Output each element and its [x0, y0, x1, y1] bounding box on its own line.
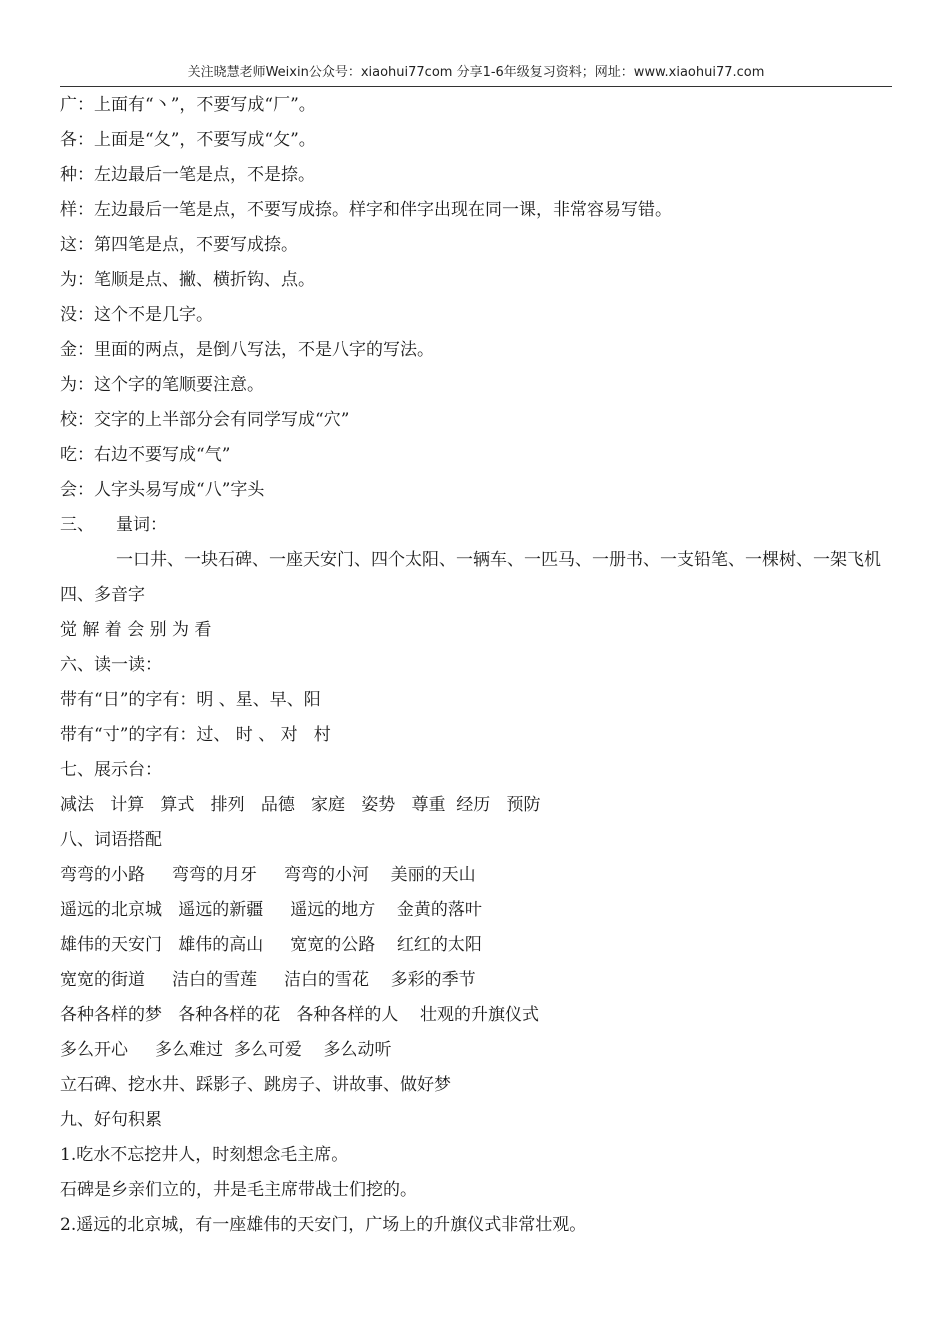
word-pair-line: 遥远的北京城 遥远的新疆 遥远的地方 金黄的落叶 [60, 900, 482, 920]
note-line: 会：人字头易写成“八”字头 [60, 480, 265, 500]
good-sentence-line: 1.吃水不忘挖井人，时刻想念毛主席。 [60, 1145, 349, 1165]
word-pair-line: 宽宽的街道 洁白的雪莲 洁白的雪花 多彩的季节 [60, 970, 476, 990]
note-line: 吃：右边不要写成“气” [60, 445, 231, 465]
section-heading-measure-words [60, 508, 892, 543]
section-heading-polyphones: 四、多音字 [60, 585, 145, 605]
section-number: 三、 [60, 515, 94, 535]
showcase-words: 减法 计算 算式 排列 品德 家庭 姿势 尊重 经历 预防 [60, 795, 541, 815]
section-heading-reading: 六、读一读： [60, 655, 162, 675]
note-line: 广：上面有“丶”，不要写成“厂”。 [60, 95, 316, 115]
section-heading-good-sentences: 九、好句积累 [60, 1110, 162, 1130]
note-line: 校：交字的上半部分会有同学写成“穴” [60, 410, 350, 430]
page-header: 关注晓慧老师Weixin公众号：xiaohui77com 分享1-6年级复习资料；网址：www.xiaohui77.com [187, 65, 765, 80]
note-line: 金：里面的两点，是倒八写法，不是八字的写法。 [60, 340, 434, 360]
document-body [60, 88, 892, 1243]
word-pair-line: 雄伟的天安门 雄伟的高山 宽宽的公路 红红的太阳 [60, 935, 482, 955]
section-heading-showcase: 七、展示台： [60, 760, 162, 780]
word-pair-line: 立石碑、挖水井、踩影子、跳房子、讲故事、做好梦 [60, 1075, 451, 1095]
section-title: 量词： [116, 515, 167, 535]
note-line: 为：笔顺是点、撇、横折钩、点。 [60, 270, 315, 290]
note-line: 为：这个字的笔顺要注意。 [60, 375, 264, 395]
note-line: 各：上面是“夂”，不要写成“攵”。 [60, 130, 316, 150]
section-heading-word-pairs: 八、词语搭配 [60, 830, 162, 850]
note-line: 没：这个不是几字。 [60, 305, 213, 325]
note-line: 种：左边最后一笔是点，不是捺。 [60, 165, 315, 185]
word-pair-line: 各种各样的梦 各种各样的花 各种各样的人 壮观的升旗仪式 [60, 1005, 540, 1025]
measure-words-list: 一口井、一块石碑、一座天安门、四个太阳、一辆车、一匹马、一册书、一支铅笔、一棵树、一架飞机 [116, 550, 881, 570]
reading-line: 带有“日”的字有：明 、星、早、阳 [60, 690, 321, 710]
note-line: 样：左边最后一笔是点，不要写成捺。样字和伴字出现在同一课，非常容易写错。 [60, 200, 672, 220]
reading-line: 带有“寸”的字有：过、 时 、 对 村 [60, 725, 331, 745]
polyphones-list: 觉 解 着 会 别 为 看 [60, 620, 212, 640]
note-line: 这：第四笔是点，不要写成捺。 [60, 235, 298, 255]
word-pair-line: 多么开心 多么难过 多么可爱 多么动听 [60, 1040, 392, 1060]
header-divider [60, 86, 892, 87]
word-pair-line: 弯弯的小路 弯弯的月牙 弯弯的小河 美丽的天山 [60, 865, 476, 885]
good-sentence-line: 石碑是乡亲们立的，井是毛主席带战士们挖的。 [60, 1180, 417, 1200]
good-sentence-line: 2.遥远的北京城，有一座雄伟的天安门，广场上的升旗仪式非常壮观。 [60, 1215, 587, 1235]
